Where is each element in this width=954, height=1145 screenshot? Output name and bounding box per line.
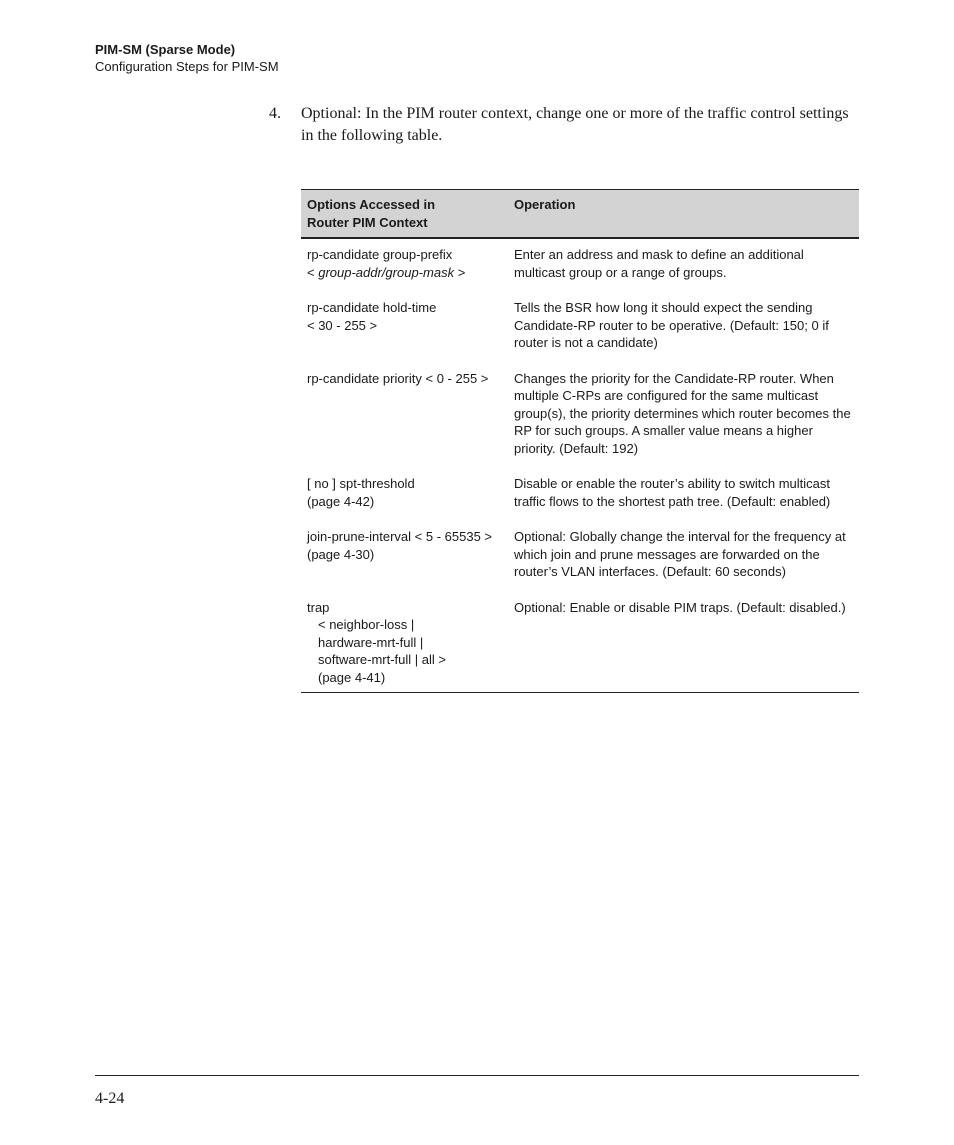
header-options-line2: Router PIM Context [307,214,428,230]
table-row [301,522,859,593]
option-cell [301,364,508,470]
option-name: rp-candidate group-prefix [307,247,453,262]
table-row [301,469,859,522]
header-options [301,190,508,239]
header-operation: Operation [508,190,859,239]
page-number: 4-24 [95,1090,125,1107]
option-name: rp-candidate priority < 0 - 255 > [307,370,489,386]
operation-cell: Disable or enable the router’s ability to switch multicast traffic flows to the shortest path tree. (Default: enabled) [514,476,831,509]
option-name: join-prune-interval < 5 - 65535 > [307,529,493,544]
table-row [301,593,859,693]
option-cell [301,238,508,293]
operation-cell: Optional: Enable or disable PIM traps. (Default: disabled.) [508,593,859,693]
option-args-line3: software-mrt-full | all > [318,652,446,667]
operation-cell: Changes the priority for the Candidate-RP router. When multiple C-RPs are configured for the same multicast group(s), the priority determines which router becomes the RP for such groups. A smaller value means a higher priority. (Default: 192) [514,370,851,456]
option-name: trap [307,599,330,615]
option-page-ref: (page 4-42) [307,493,375,509]
step-4 [269,103,859,147]
option-cell [301,469,508,522]
subsection-title: Configuration Steps for PIM-SM [95,59,279,74]
footer-divider [95,1075,859,1076]
table-row [301,238,859,293]
option-args-line2: hardware-mrt-full | [318,634,424,650]
table-row [301,364,859,470]
option-page-ref: (page 4-41) [318,669,386,685]
option-name: [ no ] spt-threshold [307,476,415,491]
operation-cell: Tells the BSR how long it should expect the sending Candidate-RP router to be operative. (Default: 150; 0 if router is not a candidate) [514,300,829,350]
step-text: Optional: In the PIM router context, change one or more of the traffic control settings in the following table. [301,105,849,144]
table-header-row [301,190,859,239]
option-cell [301,593,508,693]
option-args-suffix: > [454,264,466,280]
operation-cell: Enter an address and mask to define an additional multicast group or a range of groups. [514,247,804,280]
header-options-line1: Options Accessed in [307,197,436,212]
option-cell [301,522,508,593]
section-title: PIM-SM (Sparse Mode) [95,42,236,57]
option-args-prefix: < [307,264,319,280]
option-page-ref: (page 4-30) [307,546,375,562]
option-args-line1: < neighbor-loss | [318,617,415,632]
option-args [307,264,502,282]
option-args-italic: group-addr/group-mask [318,264,455,280]
option-name: rp-candidate hold-time [307,300,437,315]
option-args: < 30 - 255 > [307,317,378,333]
operation-cell: Optional: Globally change the interval for the frequency at which join and prune messages are forwarded on the router’s VLAN interfaces. (Default: 60 seconds) [514,529,846,579]
table-row [301,293,859,364]
option-cell [301,293,508,364]
step-number: 4. [269,105,281,122]
running-header [95,41,279,75]
options-table [301,189,859,693]
